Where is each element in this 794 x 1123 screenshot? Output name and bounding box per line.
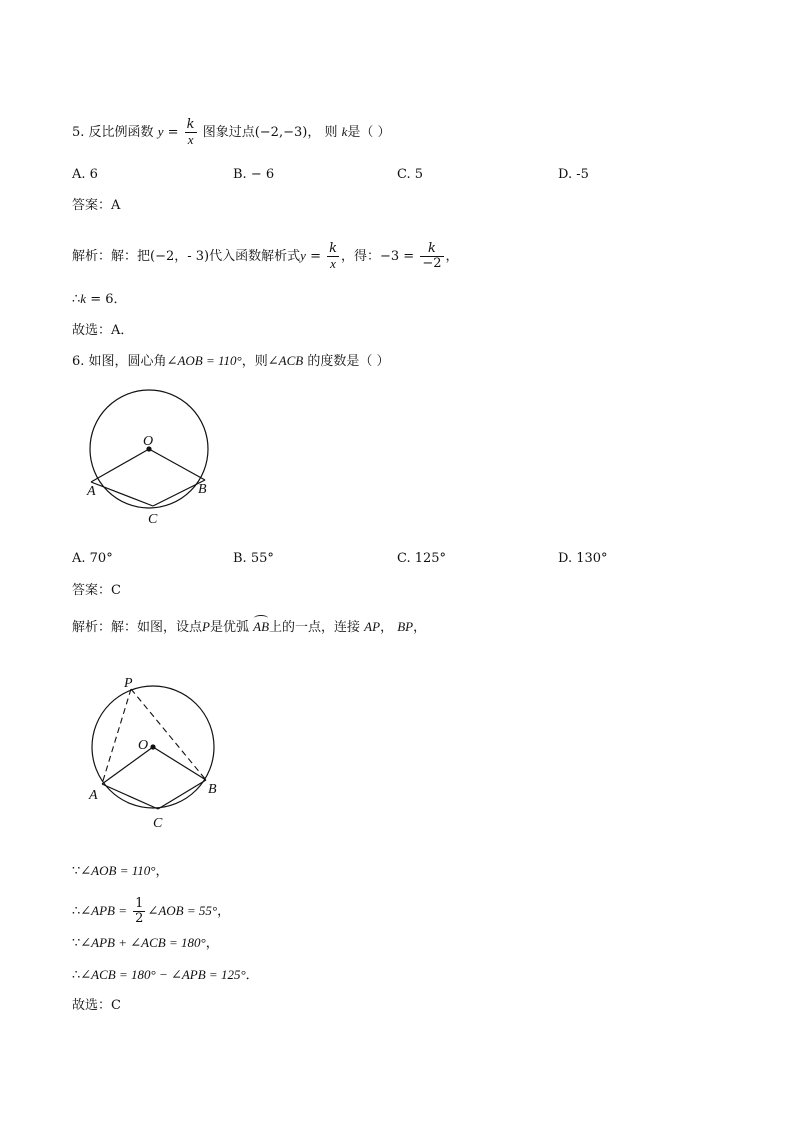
figure-1-label-o: O	[143, 434, 154, 449]
q5-frac-den: x	[187, 132, 194, 147]
q6-answer: 答案：C	[72, 583, 121, 598]
q6-step-1-end: ，	[155, 864, 169, 879]
q6-expl-arc-ab: AB	[253, 619, 270, 634]
q6-step-3-because: ∵	[72, 936, 81, 951]
q6-step-3-expr: ∠APB + ∠ACB = 180°	[80, 935, 206, 950]
q5-expl-frac-den: x	[330, 256, 336, 271]
figure-1-segment-ac	[91, 482, 153, 506]
q5-option-a: A. 6	[72, 167, 98, 182]
q5-text-b: 图象过点	[202, 125, 255, 140]
q6-step-4-expr: ∠ACB = 180° − ∠APB = 125°	[80, 967, 246, 982]
q5-answer: 答案：A	[72, 198, 121, 213]
q6-expl-bp: BP	[397, 619, 414, 634]
figure-2-center-dot	[150, 744, 155, 749]
q5-expl-text-c: ，得：	[341, 249, 381, 264]
q6-text-b: ，则	[241, 354, 268, 369]
q5-explanation	[72, 242, 459, 271]
q6-step-1-expr: ∠AOB = 110°	[80, 863, 156, 878]
figure-2-segment-ac	[102, 784, 158, 809]
figure-1-segment-oa	[91, 449, 149, 482]
figure-2-label-c: C	[153, 816, 163, 831]
q5-expl-fraction	[327, 242, 339, 271]
q5-option-b: B. − 6	[233, 167, 275, 182]
q6-number: 6.	[72, 354, 85, 369]
q6-step-2-frac-num: 1	[135, 896, 144, 911]
q5-expl-text-a: 解析：解：把	[72, 249, 151, 264]
q5-expl-fraction-2	[420, 242, 443, 271]
q6-step-1-because: ∵	[72, 864, 81, 879]
figure-2-circle-diagram	[82, 670, 227, 835]
q5-var-k: k	[341, 124, 348, 139]
q6-angle-acb: ∠ACB	[267, 353, 304, 368]
q5-point: (−2,−3)	[254, 125, 308, 140]
q6-step-2-expr-b: ∠AOB = 55°	[147, 903, 218, 918]
q5-expl-frac2-num: k	[420, 242, 443, 257]
q6-expl-ap: AP	[364, 619, 381, 634]
q5-therefore-value: = 6	[86, 292, 114, 307]
q5-frac-num: k	[186, 117, 195, 132]
q5-text-a: 反比例函数	[88, 125, 154, 140]
figure-1-label-b: B	[198, 482, 207, 497]
q5-text-c: ， 则	[307, 125, 338, 140]
q5-therefore-symbol: ∴	[72, 292, 81, 307]
figure-2-segment-cb	[158, 780, 206, 809]
figure-2-label-a: A	[89, 788, 98, 803]
q6-expl-text-c: 上的一点，连接	[269, 620, 361, 635]
q6-angle-aob: ∠AOB = 110°	[166, 353, 242, 368]
q5-expl-var-y: y	[300, 248, 306, 263]
q6-expl-text-a: 解析：解：如图，设点	[72, 620, 203, 635]
figure-1-label-a: A	[87, 484, 96, 499]
q6-step-3	[72, 934, 219, 953]
figure-2-label-o: O	[138, 738, 149, 753]
q6-chosen: 故选：C	[72, 998, 121, 1013]
q6-stem	[72, 352, 389, 371]
figure-2-label-p: P	[124, 676, 133, 691]
figure-2-segment-ap	[102, 689, 131, 784]
q5-expl-frac2-den: −2	[422, 256, 442, 271]
q6-step-4-therefore: ∴	[72, 968, 81, 983]
q6-step-2-end: ，	[217, 904, 231, 919]
q6-option-b: B. 55°	[233, 551, 274, 566]
figure-2-label-b: B	[208, 782, 217, 797]
q5-option-d: D. -5	[558, 167, 589, 182]
q5-expl-text-b: 代入函数解析式	[209, 249, 301, 264]
q5-therefore-end: ．	[113, 292, 127, 307]
q6-step-2-fraction	[133, 897, 145, 926]
q6-expl-text-b: 是优弧	[209, 620, 249, 635]
q5-var-y: y	[157, 124, 164, 139]
q5-expl-point: (−2，- 3)	[150, 249, 210, 264]
q5-stem	[72, 118, 391, 147]
q5-option-c: C. 5	[397, 167, 424, 182]
q6-text-a: 如图，圆心角	[88, 354, 167, 369]
q5-expl-equals: =	[310, 249, 321, 264]
q6-text-c: 的度数是（ ）	[307, 354, 390, 369]
q5-fraction	[185, 118, 197, 147]
q6-option-d: D. 130°	[558, 551, 608, 566]
q5-expl-frac-num: k	[329, 241, 337, 256]
q6-step-2-frac-den: 2	[135, 911, 144, 926]
q5-text-d: 是（ ）	[347, 125, 391, 140]
q6-step-4-end: ．	[245, 968, 259, 983]
figure-1-segment-ob	[149, 449, 205, 480]
q5-therefore-k: k	[80, 291, 87, 306]
q6-step-3-end: ，	[205, 936, 219, 951]
q6-step-2	[72, 897, 230, 926]
figure-1-label-c: C	[148, 512, 158, 527]
figure-1-circle-diagram	[80, 388, 220, 528]
q6-expl-comma-1: ，	[380, 620, 394, 635]
q5-equals: =	[167, 125, 179, 140]
q5-number: 5.	[72, 125, 85, 140]
figure-2-segment-ob	[153, 747, 206, 780]
q6-option-c: C. 125°	[397, 551, 447, 566]
q6-step-2-expr-a: ∠APB =	[80, 903, 128, 918]
q6-explanation	[72, 618, 426, 637]
q6-expl-comma-2: ，	[413, 620, 427, 635]
q5-therefore	[72, 290, 127, 309]
q6-step-4	[72, 966, 259, 985]
q6-step-1	[72, 862, 168, 881]
q5-expl-comma: ，	[445, 249, 459, 264]
q6-step-2-therefore: ∴	[72, 904, 81, 919]
q6-expl-point-p: P	[202, 619, 210, 634]
q5-chosen: 故选：A．	[72, 323, 134, 338]
q5-expl-minus3: −3 =	[380, 249, 415, 264]
q6-option-a: A. 70°	[72, 551, 113, 566]
